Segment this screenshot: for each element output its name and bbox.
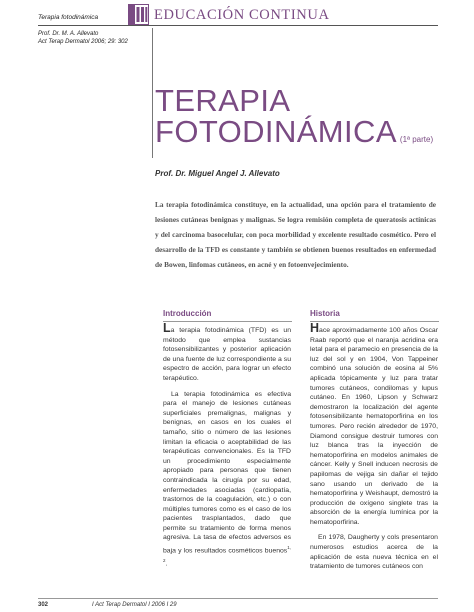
running-head-journal: Terapia fotodinámica xyxy=(38,14,99,21)
article-title-line2: FOTODINÁMICA xyxy=(155,114,397,149)
article-abstract: La terapia fotodinámica constituye, en la actualidad, una opción para el tratamiento de lesiones cutáneas benignas y malignas. Se logra remisión completa de queratosis actínicas y del carcinoma basocelular, con poca morbilidad y excelente resultado cosmético. Pero el desarrollo de la TFD es constante y también se obtienen buenos resultados en enfermedad de Bowen, linfomas cutáneos, en acné y en fotoenvejecimiento. xyxy=(155,200,436,269)
history-p2-text: En 1978, Daugherty y cols presentaron numerosos estudios acerca de la aplicación de esta nueva técnica en el tratamiento de tumores cutáneos con xyxy=(310,534,438,571)
footer-citation: I Act Terap Dermatol I 2006 I 29 xyxy=(92,602,177,608)
article-author: Prof. Dr. Miguel Angel J. Allevato xyxy=(155,169,280,178)
history-paragraph xyxy=(310,533,438,571)
section-logo-icon xyxy=(128,4,149,25)
author-short: Prof. Dr. M. A. Allevato xyxy=(38,31,99,37)
article-title-line2-wrap xyxy=(155,116,433,147)
history-heading: Historia xyxy=(310,309,340,318)
history-column xyxy=(310,321,438,578)
intro-p1-text: a terapia fotodinámica (TFD) es un método que emplea sustancias fotosensibilizantes y posterior aplicación de una fuente de luz correspondiente a su espectro de acción, para lograr un efecto terapéutico. xyxy=(163,327,291,382)
page-number: 302 xyxy=(38,602,49,608)
intro-paragraph xyxy=(163,321,291,384)
intro-p2-end: . xyxy=(165,560,168,568)
article-title-line1: TERAPIA xyxy=(155,83,291,118)
history-rule xyxy=(310,321,439,322)
intro-paragraph xyxy=(163,390,291,569)
history-p1-text: ace aproximadamente 100 años Oscar Raab reportó que el naranja acridina era letal para el paramecio en presencia de la luz del sol y en 1904, Von Tappeiner combinó una solución de eosina al 5% aplicada tópicamente y luz para tratar tumores cutáneos, condilomas y lupus cutáneo. En 1960, Lipson y Schwarz demostraron la localización del agente fotosensibilizante hematoporfirina en los tumores. Pero recién alrededor de 1970, Diamond consigue destruir tumores con luz blanca tras la inyección de hematoporfirina en modelos animales de cáncer. Kelly y Snell inducen necrosis de papilomas de vejiga sin dañar el tejido sano usando un derivado de la hematoporfirina y Weishaupt, demostró la producción de oxígeno singlete tras la absorción de la energía lumínica por la hematoporfirina. xyxy=(310,327,438,526)
intro-rule xyxy=(163,321,292,322)
section-title: EDUCACIÓN CONTINUA xyxy=(154,7,330,23)
history-paragraph xyxy=(310,321,438,527)
article-part: (1ª parte) xyxy=(399,135,434,144)
intro-dropcap: L xyxy=(163,321,171,335)
footer-rule xyxy=(38,598,438,599)
title-vertical-rule xyxy=(152,28,153,158)
intro-heading: Introducción xyxy=(163,309,212,318)
header-divider xyxy=(38,25,438,26)
intro-reference: 1, 2 xyxy=(163,545,291,563)
intro-column xyxy=(163,321,291,575)
intro-p2-text: La terapia fotodinámica es efectiva para el manejo de lesiones cutáneas superficiales premalignas, malignas y benignas, en casos en los cuales el tamaño, sitio o número de las lesiones limitan la eficacia o aceptabilidad de las terapéuticas convencionales. Es la TFD un procedimiento especialmente apropiado para personas que tienen contraindicada la cirugía por su edad, enfermedades asociadas (cardiopatía, trastornos de la coagulación, etc.) o con múltiples tumores como es el caso de los pacientes trasplantados, dado que permite su tratamiento de forma menos agresiva. La tasa de efectos adversos es baja y los resultados cosméticos buenos xyxy=(163,390,291,555)
citation: Act Terap Dermatol 2006; 29: 302 xyxy=(38,39,128,45)
history-dropcap: H xyxy=(310,321,320,335)
